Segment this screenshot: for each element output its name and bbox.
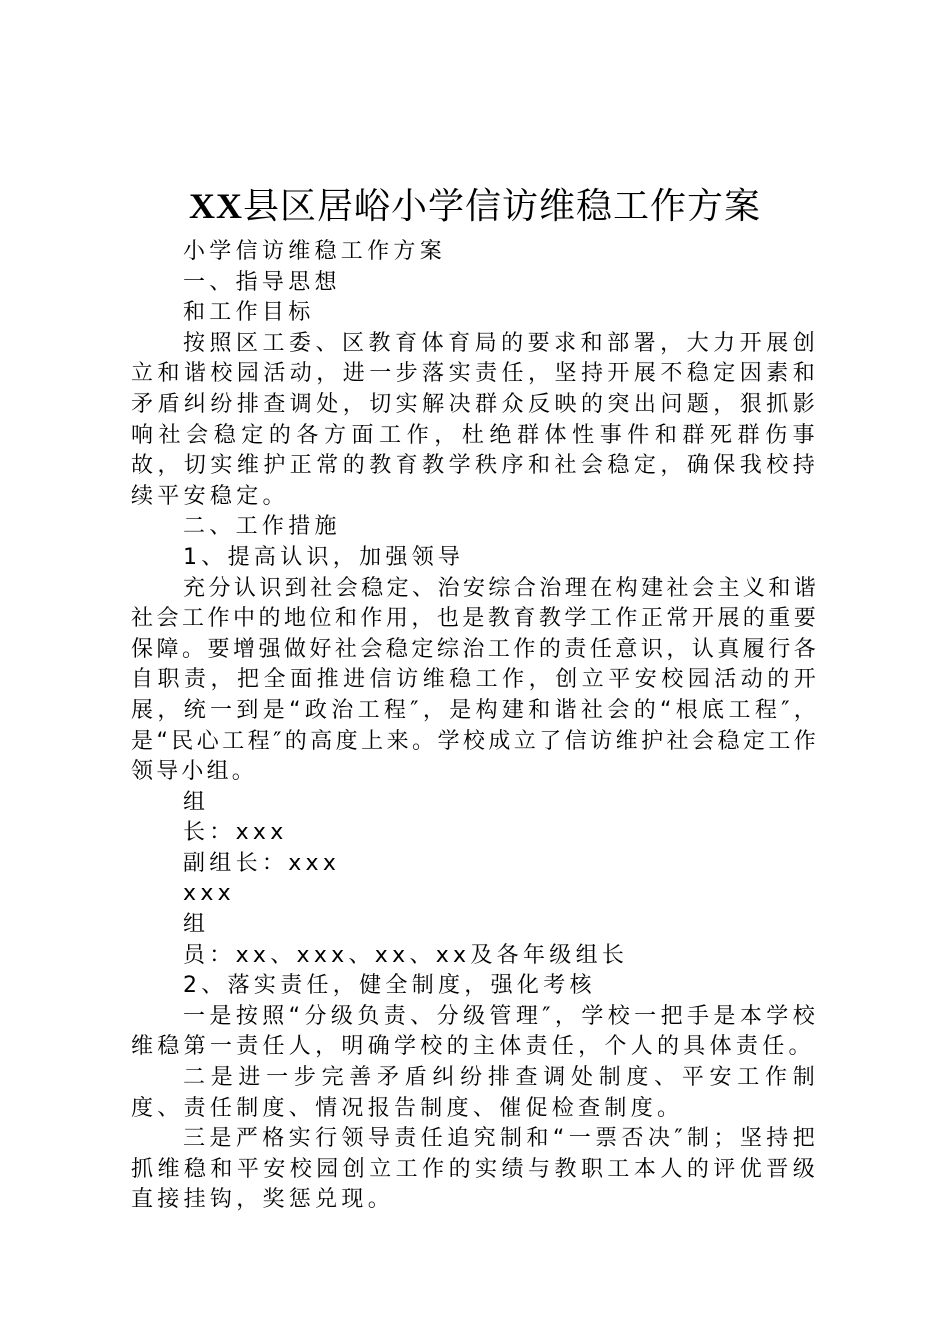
paragraph-deputy-leader: 副组长：xxx xyxy=(183,850,341,876)
paragraph-subtitle: 小学信访维稳工作方案 xyxy=(183,239,447,264)
paragraph-item-two: 二是进一步完善矛盾纠纷排查调处制度、平安工作制度、责任制度、情况报告制度、催促检查制度。 xyxy=(131,1065,819,1121)
title-prefix: XX xyxy=(188,186,243,226)
paragraph-member-label: 组 xyxy=(183,912,210,938)
paragraph-leader: 长：xxx xyxy=(183,820,288,846)
paragraph-subheading-2: 2、落实责任，健全制度，强化考核 xyxy=(183,973,596,999)
paragraph-awareness-text: 充分认识到社会稳定、治安综合治理在构建社会主义和谐社会工作中的地位和作用，也是教育教学工作正常开展的重要保障。要增强做好社会稳定综治工作的责任意识，认真履行各自职责，把全面推进信访维稳工作，创立平安校园活动的开展，统一到是“政治工程″，是构建和谐社会的“根底工程″，是“民心工程″的高度上来。学校成立了信访维护社会稳定工作领导小组。 xyxy=(131,575,819,785)
paragraph-heading-2: 二、工作措施 xyxy=(183,514,341,540)
paragraph-item-one: 一是按照“分级负责、分级管理″，学校一把手是本学校维稳第一责任人，明确学校的主体责任，个人的具体责任。 xyxy=(131,1003,819,1060)
document-title xyxy=(0,182,950,231)
paragraph-members: 员：xx、xxx、xx、xx及各年级组长 xyxy=(183,942,629,968)
paragraph-item-three: 三是严格实行领导责任追究制和“一票否决″制；坚持把抓维稳和平安校园创立工作的实绩与教职工本人的评优晋级直接挂钩，奖惩兑现。 xyxy=(131,1126,819,1213)
paragraph-group-label: 组 xyxy=(183,789,210,815)
paragraph-heading-1: 一、指导思想 xyxy=(183,269,341,295)
title-text: 县区居峪小学信访维稳工作方案 xyxy=(242,186,761,227)
paragraph-guiding-text: 按照区工委、区教育体育局的要求和部署，大力开展创立和谐校园活动，进一步落实责任，坚持开展不稳定因素和矛盾纠纷排查调处，切实解决群众反映的突出问题，狠抓影响社会稳定的各方面工作，杜绝群体性事件和群死群伤事故，切实维护正常的教育教学秩序和社会稳定，确保我校持续平安稳定。 xyxy=(131,330,819,509)
paragraph-heading-1-cont: 和工作目标 xyxy=(183,300,315,326)
paragraph-subheading-1: 1、提高认识，加强领导 xyxy=(183,544,465,570)
document-body xyxy=(131,237,819,1216)
paragraph-deputy-leader-2: xxx xyxy=(183,881,235,907)
